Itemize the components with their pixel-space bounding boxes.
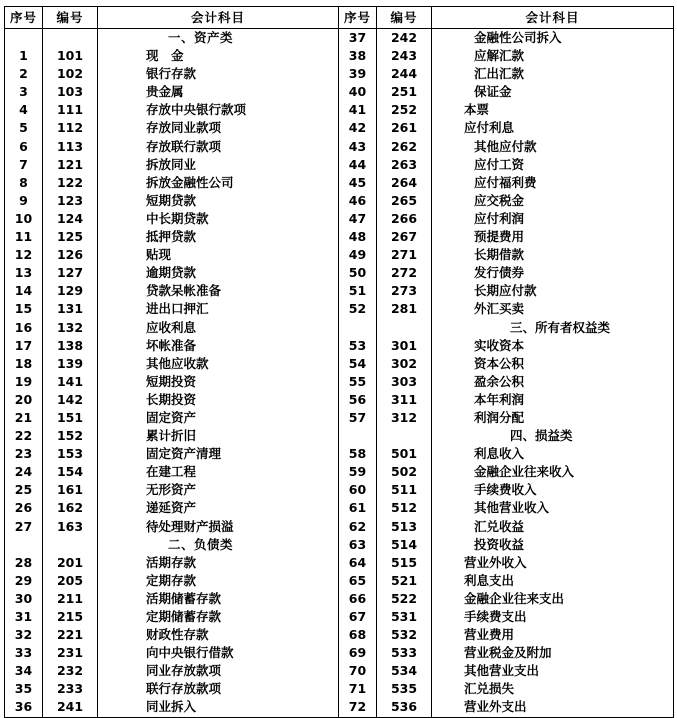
row-name-left: 短期投资 [98, 373, 339, 391]
row-code-right: 264 [377, 174, 432, 192]
table-row [5, 337, 674, 355]
row-name-right: 长期借款 [432, 246, 674, 264]
row-no-right: 70 [339, 662, 377, 680]
row-code-right: 301 [377, 337, 432, 355]
table-row [5, 282, 674, 300]
row-no-right: 59 [339, 463, 377, 481]
row-name-left: 定期储蓄存款 [98, 608, 339, 626]
row-name-right: 投资收益 [432, 536, 674, 554]
row-code-left: 142 [43, 391, 98, 409]
row-code-left: 154 [43, 463, 98, 481]
row-name-left: 其他应收款 [98, 355, 339, 373]
row-name-left: 长期投资 [98, 391, 339, 409]
row-name-right: 发行债券 [432, 264, 674, 282]
row-code-left: 163 [43, 518, 98, 536]
row-code-left: 127 [43, 264, 98, 282]
row-name-left: 活期储蓄存款 [98, 590, 339, 608]
row-code-right: 267 [377, 228, 432, 246]
row-code-left: 215 [43, 608, 98, 626]
row-name-left: 存放中央银行款项 [98, 101, 339, 119]
row-name-left: 固定资产 [98, 409, 339, 427]
row-no-right: 50 [339, 264, 377, 282]
row-name-right: 手续费收入 [432, 481, 674, 499]
row-name-right: 应付利润 [432, 210, 674, 228]
table-row [5, 608, 674, 626]
row-no-left: 29 [5, 572, 43, 590]
row-code-right: 531 [377, 608, 432, 626]
row-no-right: 45 [339, 174, 377, 192]
row-code-left: 201 [43, 554, 98, 572]
table-row [5, 499, 674, 517]
row-code-right: 261 [377, 119, 432, 137]
row-no-right: 56 [339, 391, 377, 409]
row-name-right: 汇出汇款 [432, 65, 674, 83]
row-code-right: 534 [377, 662, 432, 680]
row-no-right: 39 [339, 65, 377, 83]
row-no-left: 31 [5, 608, 43, 626]
column-header-code-right: 编号 [377, 7, 432, 29]
row-no-left: 7 [5, 156, 43, 174]
row-no-right: 71 [339, 680, 377, 698]
row-name-right: 其他应付款 [432, 138, 674, 156]
row-name-right: 金融企业往来支出 [432, 590, 674, 608]
row-code-left [43, 536, 98, 554]
row-code-left: 152 [43, 427, 98, 445]
table-row [5, 210, 674, 228]
row-code-right: 273 [377, 282, 432, 300]
row-no-left: 12 [5, 246, 43, 264]
row-no-right: 52 [339, 300, 377, 318]
row-code-right [377, 427, 432, 445]
row-no-left: 24 [5, 463, 43, 481]
row-no-left: 1 [5, 47, 43, 65]
row-no-right: 72 [339, 698, 377, 717]
table-body [5, 29, 674, 718]
row-name-right: 利息收入 [432, 445, 674, 463]
table-row [5, 65, 674, 83]
row-code-left: 111 [43, 101, 98, 119]
table-row [5, 680, 674, 698]
row-name-left: 联行存放款项 [98, 680, 339, 698]
row-code-left: 139 [43, 355, 98, 373]
row-code-left: 126 [43, 246, 98, 264]
row-code-right: 533 [377, 644, 432, 662]
row-code-right [377, 319, 432, 337]
row-name-left: 待处理财产损溢 [98, 518, 339, 536]
row-no-left: 18 [5, 355, 43, 373]
row-no-left: 23 [5, 445, 43, 463]
row-no-right: 63 [339, 536, 377, 554]
row-name-right: 应付利息 [432, 119, 674, 137]
row-code-left: 122 [43, 174, 98, 192]
row-no-right: 65 [339, 572, 377, 590]
row-code-right: 312 [377, 409, 432, 427]
row-code-left: 101 [43, 47, 98, 65]
row-code-left: 161 [43, 481, 98, 499]
row-name-right: 营业费用 [432, 626, 674, 644]
table-row [5, 427, 674, 445]
row-code-right: 514 [377, 536, 432, 554]
column-header-name-left: 会计科目 [98, 7, 339, 29]
row-name-right: 应解汇款 [432, 47, 674, 65]
row-no-right: 57 [339, 409, 377, 427]
row-no-right: 58 [339, 445, 377, 463]
row-no-left: 27 [5, 518, 43, 536]
row-name-left: 银行存款 [98, 65, 339, 83]
row-no-right: 51 [339, 282, 377, 300]
row-no-right: 66 [339, 590, 377, 608]
row-name-right: 汇兑收益 [432, 518, 674, 536]
row-name-right: 实收资本 [432, 337, 674, 355]
row-name-right: 手续费支出 [432, 608, 674, 626]
row-no-left: 15 [5, 300, 43, 318]
row-code-left: 221 [43, 626, 98, 644]
row-code-right: 515 [377, 554, 432, 572]
row-name-left: 定期存款 [98, 572, 339, 590]
row-no-left: 16 [5, 319, 43, 337]
row-no-right [339, 319, 377, 337]
table-row [5, 518, 674, 536]
column-header-no-left: 序号 [5, 7, 43, 29]
row-no-right: 54 [339, 355, 377, 373]
row-code-left: 231 [43, 644, 98, 662]
row-code-right: 265 [377, 192, 432, 210]
row-code-left: 141 [43, 373, 98, 391]
row-code-right: 244 [377, 65, 432, 83]
row-name-left: 累计折旧 [98, 427, 339, 445]
row-code-right: 303 [377, 373, 432, 391]
table-row [5, 246, 674, 264]
row-name-right: 利润分配 [432, 409, 674, 427]
row-no-left: 22 [5, 427, 43, 445]
row-code-right: 501 [377, 445, 432, 463]
row-no-left [5, 536, 43, 554]
row-no-left: 21 [5, 409, 43, 427]
table-row [5, 47, 674, 65]
row-code-right: 243 [377, 47, 432, 65]
row-code-left: 129 [43, 282, 98, 300]
row-no-right [339, 427, 377, 445]
row-name-left: 存放同业款项 [98, 119, 339, 137]
row-code-left: 112 [43, 119, 98, 137]
row-name-left: 进出口押汇 [98, 300, 339, 318]
row-no-right: 46 [339, 192, 377, 210]
row-name-left: 逾期贷款 [98, 264, 339, 282]
table-row [5, 626, 674, 644]
row-no-right: 41 [339, 101, 377, 119]
row-code-left: 211 [43, 590, 98, 608]
row-code-left: 125 [43, 228, 98, 246]
row-name-right: 三、所有者权益类 [432, 319, 674, 337]
row-no-left: 28 [5, 554, 43, 572]
table-row [5, 445, 674, 463]
row-code-left: 232 [43, 662, 98, 680]
row-code-right: 521 [377, 572, 432, 590]
row-code-left: 124 [43, 210, 98, 228]
row-name-right: 其他营业收入 [432, 499, 674, 517]
row-code-right: 536 [377, 698, 432, 717]
row-name-right: 应付福利费 [432, 174, 674, 192]
row-name-right: 四、损益类 [432, 427, 674, 445]
table-row [5, 138, 674, 156]
table-row [5, 83, 674, 101]
row-name-left: 应收利息 [98, 319, 339, 337]
row-code-left: 132 [43, 319, 98, 337]
row-code-right: 271 [377, 246, 432, 264]
row-code-right: 502 [377, 463, 432, 481]
row-no-left: 10 [5, 210, 43, 228]
row-name-right: 盈余公积 [432, 373, 674, 391]
table-row [5, 300, 674, 318]
row-no-left: 34 [5, 662, 43, 680]
row-code-left: 102 [43, 65, 98, 83]
row-name-left: 坏帐准备 [98, 337, 339, 355]
row-name-left: 同业拆入 [98, 698, 339, 717]
table-row [5, 409, 674, 427]
row-code-left: 131 [43, 300, 98, 318]
row-name-right: 营业外支出 [432, 698, 674, 717]
row-name-right: 营业外收入 [432, 554, 674, 572]
row-name-left: 贷款呆帐准备 [98, 282, 339, 300]
row-name-right: 应交税金 [432, 192, 674, 210]
row-name-left: 短期贷款 [98, 192, 339, 210]
row-no-left: 25 [5, 481, 43, 499]
row-name-right: 资本公积 [432, 355, 674, 373]
row-no-left: 5 [5, 119, 43, 137]
table-row [5, 373, 674, 391]
row-name-left: 抵押贷款 [98, 228, 339, 246]
row-name-right: 长期应付款 [432, 282, 674, 300]
row-no-left: 8 [5, 174, 43, 192]
row-no-right: 42 [339, 119, 377, 137]
row-code-right: 511 [377, 481, 432, 499]
row-code-right: 281 [377, 300, 432, 318]
row-code-left: 103 [43, 83, 98, 101]
row-no-right: 61 [339, 499, 377, 517]
row-no-left: 6 [5, 138, 43, 156]
row-no-right: 38 [339, 47, 377, 65]
table-row [5, 644, 674, 662]
row-code-left [43, 29, 98, 48]
row-code-right: 266 [377, 210, 432, 228]
row-name-right: 其他营业支出 [432, 662, 674, 680]
table-row [5, 662, 674, 680]
column-header-no-right: 序号 [339, 7, 377, 29]
table-header [5, 7, 674, 29]
row-no-left: 11 [5, 228, 43, 246]
row-no-left: 4 [5, 101, 43, 119]
table-row [5, 228, 674, 246]
row-code-right: 535 [377, 680, 432, 698]
row-code-left: 162 [43, 499, 98, 517]
row-name-left: 贴现 [98, 246, 339, 264]
row-no-right: 37 [339, 29, 377, 48]
table-row [5, 698, 674, 717]
row-code-right: 522 [377, 590, 432, 608]
row-name-left: 在建工程 [98, 463, 339, 481]
row-name-left: 拆放同业 [98, 156, 339, 174]
row-name-left: 一、资产类 [98, 29, 339, 48]
row-no-right: 49 [339, 246, 377, 264]
row-no-left: 13 [5, 264, 43, 282]
row-no-left: 2 [5, 65, 43, 83]
row-name-right: 营业税金及附加 [432, 644, 674, 662]
row-no-left: 35 [5, 680, 43, 698]
row-code-right: 263 [377, 156, 432, 174]
row-no-right: 55 [339, 373, 377, 391]
row-code-left: 233 [43, 680, 98, 698]
table-row [5, 319, 674, 337]
row-code-left: 123 [43, 192, 98, 210]
table-row [5, 29, 674, 48]
row-code-right: 262 [377, 138, 432, 156]
row-name-left: 同业存放款项 [98, 662, 339, 680]
table-row [5, 590, 674, 608]
row-code-left: 113 [43, 138, 98, 156]
row-no-right: 67 [339, 608, 377, 626]
row-code-left: 151 [43, 409, 98, 427]
table-row [5, 101, 674, 119]
table-row [5, 174, 674, 192]
row-code-right: 311 [377, 391, 432, 409]
table-row [5, 463, 674, 481]
row-code-left: 241 [43, 698, 98, 717]
row-no-right: 60 [339, 481, 377, 499]
row-no-right: 48 [339, 228, 377, 246]
row-name-left: 中长期贷款 [98, 210, 339, 228]
row-no-left: 36 [5, 698, 43, 717]
row-name-right: 应付工资 [432, 156, 674, 174]
row-no-right: 40 [339, 83, 377, 101]
table-row [5, 355, 674, 373]
row-code-left: 121 [43, 156, 98, 174]
column-header-name-right: 会计科目 [432, 7, 674, 29]
row-no-left: 17 [5, 337, 43, 355]
row-name-right: 汇兑损失 [432, 680, 674, 698]
row-name-left: 存放联行款项 [98, 138, 339, 156]
row-no-left: 14 [5, 282, 43, 300]
row-no-left: 20 [5, 391, 43, 409]
row-no-left: 3 [5, 83, 43, 101]
row-name-right: 预提费用 [432, 228, 674, 246]
row-name-right: 利息支出 [432, 572, 674, 590]
row-name-right: 保证金 [432, 83, 674, 101]
row-code-right: 251 [377, 83, 432, 101]
table-row [5, 554, 674, 572]
column-header-code-left: 编号 [43, 7, 98, 29]
row-no-right: 69 [339, 644, 377, 662]
row-no-right: 47 [339, 210, 377, 228]
row-code-right: 242 [377, 29, 432, 48]
row-code-left: 153 [43, 445, 98, 463]
row-name-left: 贵金属 [98, 83, 339, 101]
table-row [5, 119, 674, 137]
row-name-left: 向中央银行借款 [98, 644, 339, 662]
row-code-right: 512 [377, 499, 432, 517]
row-no-right: 64 [339, 554, 377, 572]
table-row [5, 192, 674, 210]
row-code-right: 302 [377, 355, 432, 373]
row-name-left: 现 金 [98, 47, 339, 65]
row-no-right: 43 [339, 138, 377, 156]
row-no-right: 68 [339, 626, 377, 644]
row-name-right: 本年利润 [432, 391, 674, 409]
row-name-left: 财政性存款 [98, 626, 339, 644]
row-name-left: 递延资产 [98, 499, 339, 517]
row-code-left: 205 [43, 572, 98, 590]
row-no-left: 33 [5, 644, 43, 662]
row-name-left: 无形资产 [98, 481, 339, 499]
row-no-right: 44 [339, 156, 377, 174]
row-name-right: 外汇买卖 [432, 300, 674, 318]
row-no-left [5, 29, 43, 48]
row-no-right: 53 [339, 337, 377, 355]
row-code-right: 513 [377, 518, 432, 536]
table-row [5, 481, 674, 499]
row-code-right: 252 [377, 101, 432, 119]
row-no-left: 19 [5, 373, 43, 391]
row-code-right: 532 [377, 626, 432, 644]
row-name-right: 金融企业往来收入 [432, 463, 674, 481]
row-no-left: 30 [5, 590, 43, 608]
row-no-right: 62 [339, 518, 377, 536]
row-no-left: 26 [5, 499, 43, 517]
row-code-left: 138 [43, 337, 98, 355]
row-code-right: 272 [377, 264, 432, 282]
row-no-left: 9 [5, 192, 43, 210]
table-row [5, 264, 674, 282]
table-row [5, 572, 674, 590]
row-name-left: 二、负债类 [98, 536, 339, 554]
row-no-left: 32 [5, 626, 43, 644]
table-row [5, 391, 674, 409]
table-header-row [5, 7, 674, 29]
table-row [5, 536, 674, 554]
table-row [5, 156, 674, 174]
accounting-subjects-table [4, 6, 674, 718]
row-name-left: 固定资产清理 [98, 445, 339, 463]
row-name-right: 金融性公司拆入 [432, 29, 674, 48]
row-name-right: 本票 [432, 101, 674, 119]
row-name-left: 活期存款 [98, 554, 339, 572]
row-name-left: 拆放金融性公司 [98, 174, 339, 192]
